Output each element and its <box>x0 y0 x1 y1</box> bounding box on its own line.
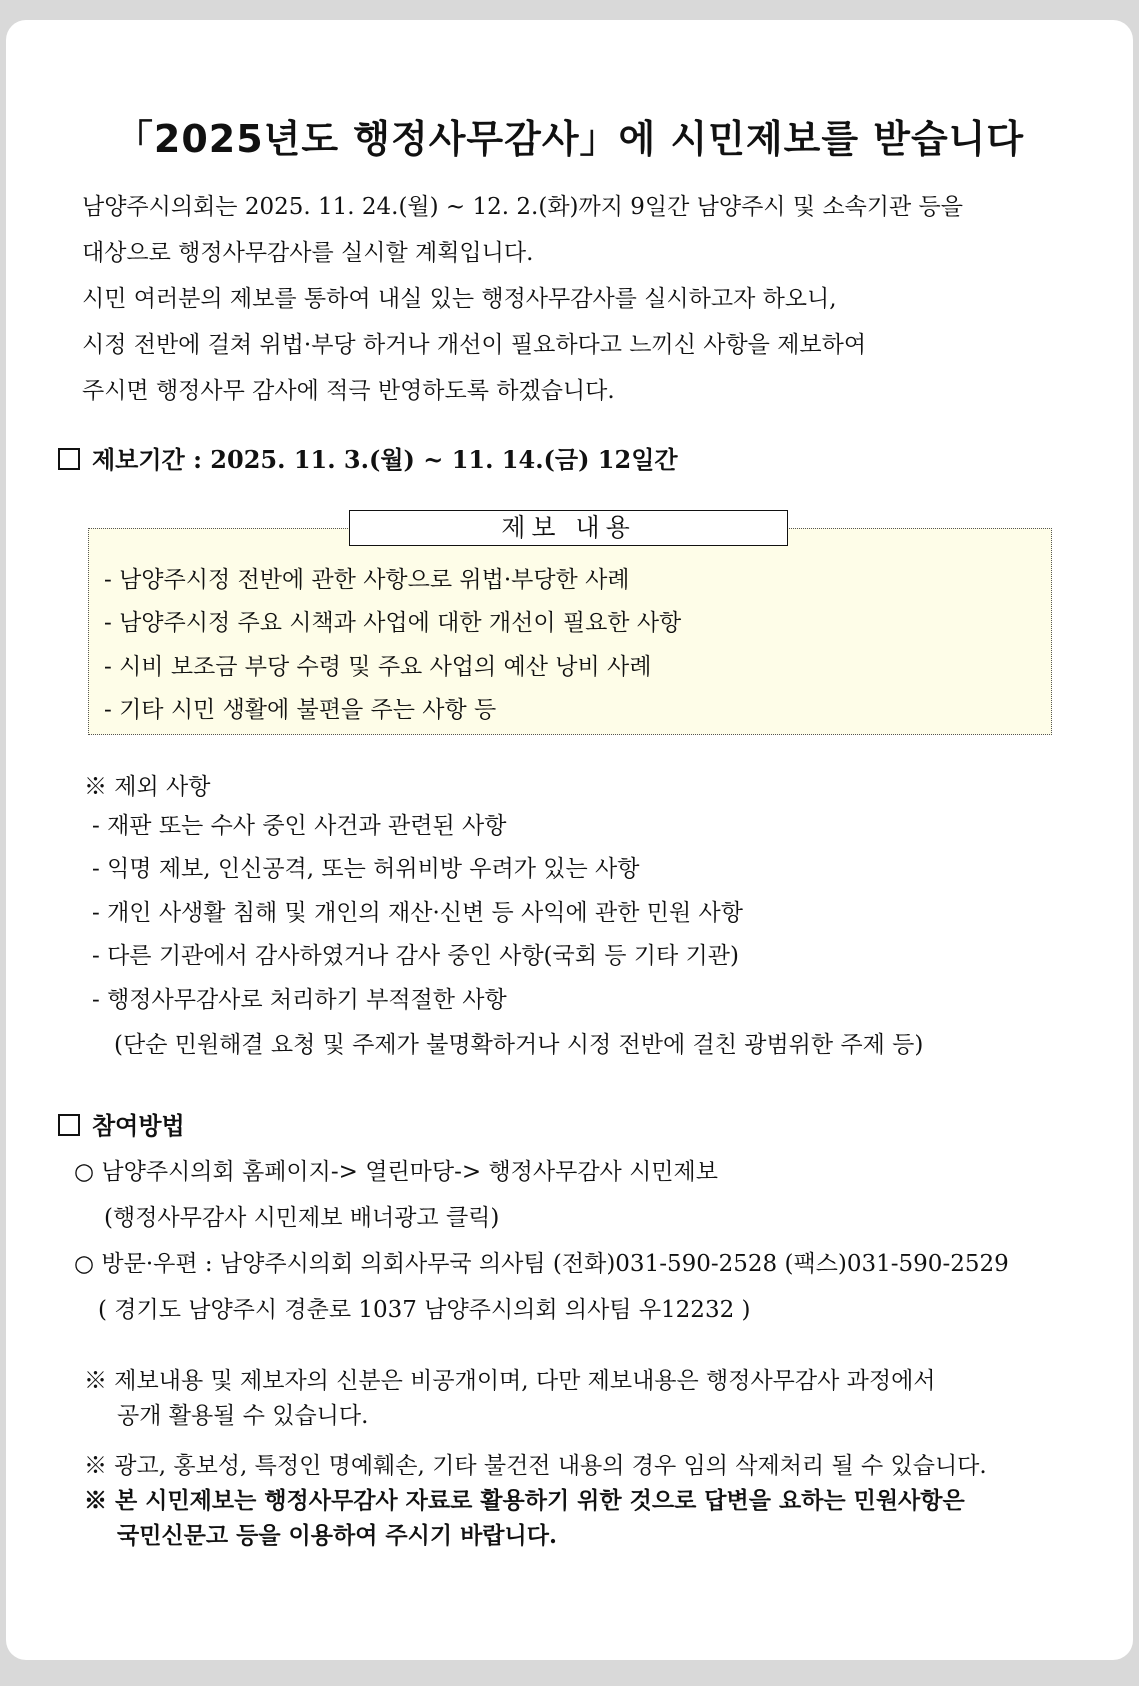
content-item: - 남양주시정 주요 시책과 사업에 대한 개선이 필요한 사항 <box>104 610 682 636</box>
note-deletion: ※ 광고, 홍보성, 특정인 명예훼손, 기타 불건전 내용의 경우 임의 삭제처리 될 수 있습니다. <box>84 1453 987 1479</box>
content-item: - 남양주시정 전반에 관한 사항으로 위법·부당한 사례 <box>104 567 630 593</box>
intro-line: 주시면 행정사무 감사에 적극 반영하도록 하겠습니다. <box>82 378 615 404</box>
period-text: 제보기간 : 2025. 11. 3.(월) ~ 11. 14.(금) 12일간 <box>92 445 678 474</box>
participation-online-note: (행정사무감사 시민제보 배너광고 클릭) <box>104 1205 500 1231</box>
exclusion-item: - 다른 기관에서 감사하였거나 감사 중인 사항(국회 등 기타 기관) <box>92 943 739 969</box>
period-section <box>58 440 678 475</box>
exclusion-item: - 익명 제보, 인신공격, 또는 허위비방 우려가 있는 사항 <box>92 856 640 882</box>
intro-line: 남양주시의회는 2025. 11. 24.(월) ~ 12. 2.(화)까지 9일간 남양주시 및 소속기관 등을 <box>82 194 963 220</box>
intro-line: 시정 전반에 걸쳐 위법·부당 하거나 개선이 필요하다고 느끼신 사항을 제보하여 <box>82 332 867 358</box>
participation-section <box>58 1106 185 1141</box>
checkbox-square-icon <box>58 1114 80 1136</box>
exclusions-heading: ※ 제외 사항 <box>84 774 211 800</box>
exclusion-item: - 개인 사생활 침해 및 개인의 재산·신변 등 사익에 관한 민원 사항 <box>92 900 743 926</box>
note-purpose-cont: 국민신문고 등을 이용하여 주시기 바랍니다. <box>117 1522 557 1549</box>
note-purpose: ※ 본 시민제보는 행정사무감사 자료로 활용하기 위한 것으로 답변을 요하는 민원사항은 <box>84 1487 965 1514</box>
intro-line: 시민 여러분의 제보를 통하여 내실 있는 행정사무감사를 실시하고자 하오니, <box>82 286 837 312</box>
note-privacy-cont: 공개 활용될 수 있습니다. <box>117 1403 369 1429</box>
participation-heading: 참여방법 <box>92 1111 185 1140</box>
intro-line: 대상으로 행정사무감사를 실시할 계획입니다. <box>82 240 534 266</box>
note-privacy: ※ 제보내용 및 제보자의 신분은 비공개이며, 다만 제보내용은 행정사무감사 과정에서 <box>84 1368 936 1394</box>
participation-address: ( 경기도 남양주시 경춘로 1037 남양주시의회 의사팀 우12232 ) <box>98 1297 751 1323</box>
content-panel-title: 제보 내용 <box>349 510 788 546</box>
content-item: - 기타 시민 생활에 불편을 주는 사항 등 <box>104 697 497 723</box>
exclusion-note: (단순 민원해결 요청 및 주제가 불명확하거나 시정 전반에 걸친 광범위한 주제 등) <box>114 1032 924 1058</box>
participation-visit: ○ 방문·우편 : 남양주시의회 의회사무국 의사팀 (전화)031-590-2528 (팩스)031-590-2529 <box>74 1251 1009 1277</box>
exclusion-item: - 행정사무감사로 처리하기 부적절한 사항 <box>92 987 507 1013</box>
checkbox-square-icon <box>58 448 80 470</box>
content-item: - 시비 보조금 부당 수령 및 주요 사업의 예산 낭비 사례 <box>104 654 652 680</box>
exclusion-item: - 재판 또는 수사 중인 사건과 관련된 사항 <box>92 813 507 839</box>
page-title: 「2025년도 행정사무감사」에 시민제보를 받습니다 <box>114 117 1025 161</box>
participation-online: ○ 남양주시의회 홈페이지-> 열린마당-> 행정사무감사 시민제보 <box>74 1159 718 1185</box>
